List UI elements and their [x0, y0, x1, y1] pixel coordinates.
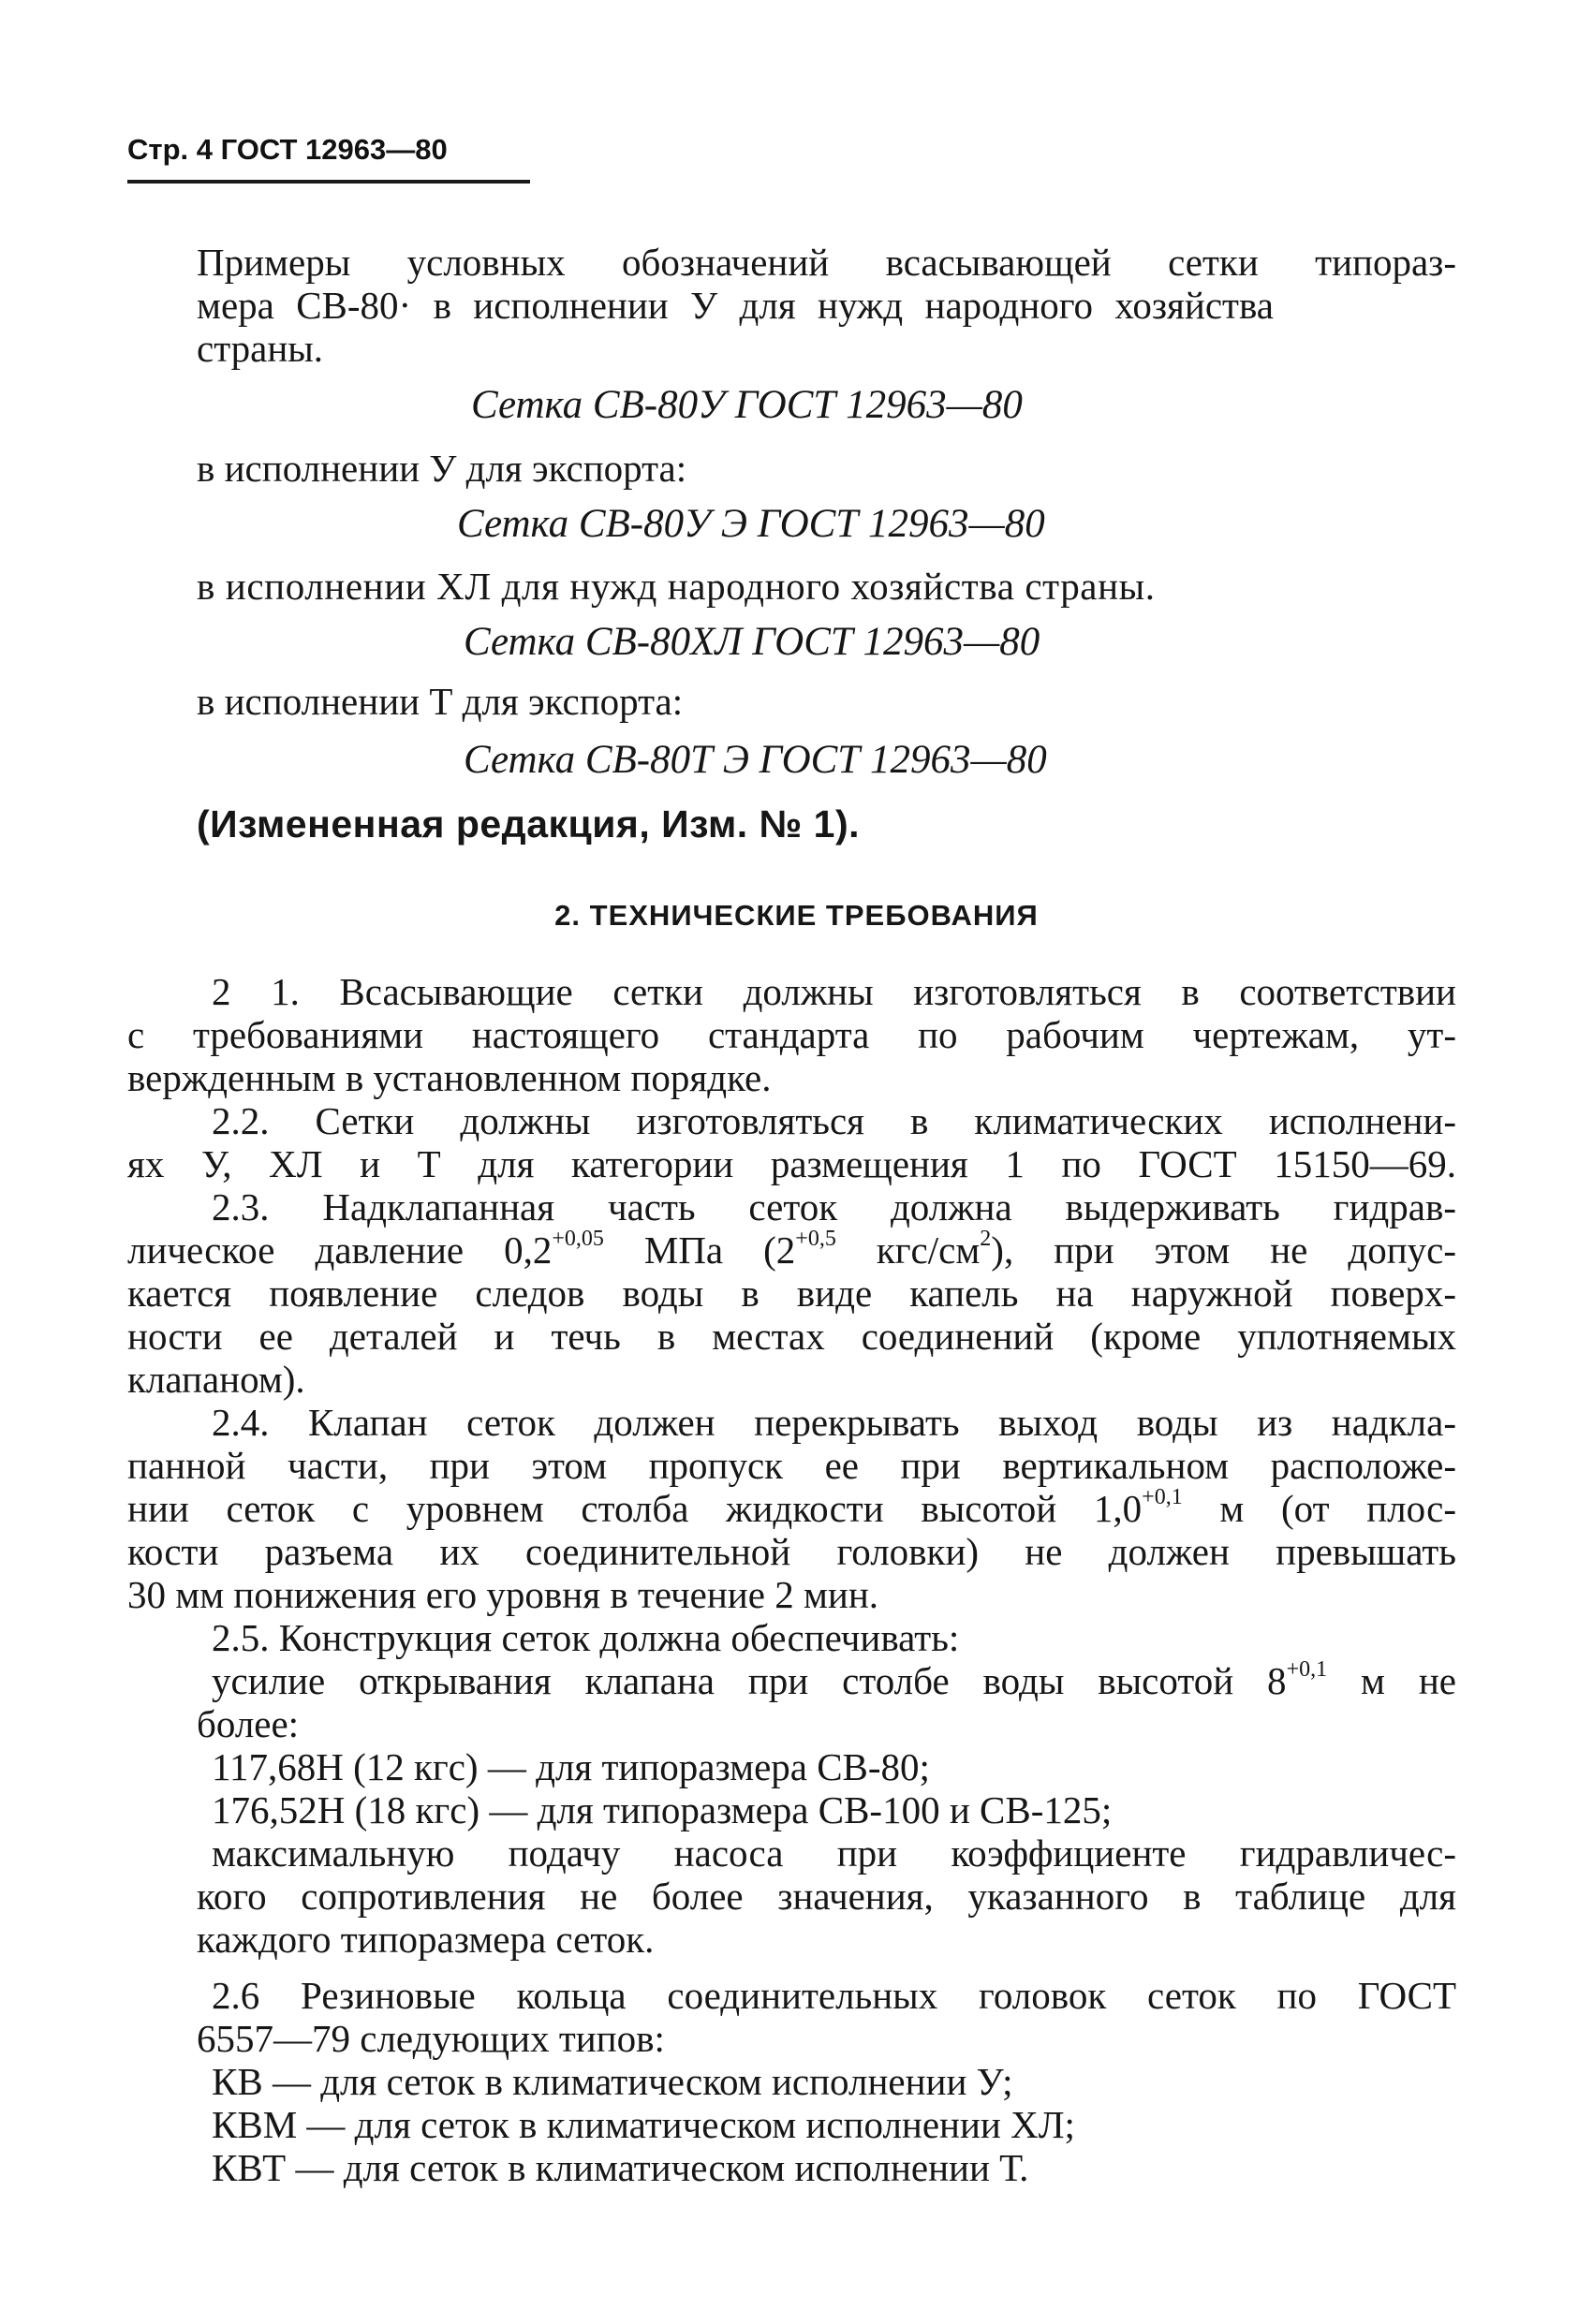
- text-run: лическое давление 0,2: [127, 1228, 553, 1272]
- text-line: максимальную подачу насоса при коэффициенте гидравличес-: [212, 1831, 1456, 1875]
- page-header: Стр. 4 ГОСТ 12963—80: [127, 133, 448, 166]
- superscript: 2: [980, 1227, 992, 1252]
- text-line: 2.2. Сетки должны изготовляться в климатических исполнени-: [212, 1099, 1456, 1142]
- text-line-with-superscript: [212, 1659, 1456, 1702]
- paragraph-2-5-tail: [197, 1875, 1456, 1961]
- text-line-with-superscripts: [127, 1228, 1456, 1272]
- superscript: +0,05: [552, 1227, 604, 1252]
- list-item: КВМ — для сеток в климатическом исполнении ХЛ;: [212, 2103, 1075, 2146]
- paragraph-2-5-cont: [197, 1702, 1456, 1745]
- text-line: 2.6 Резиновые кольца соединительных головок сеток по ГОСТ: [212, 1974, 1456, 2017]
- paragraph-2-5-items: [212, 1745, 1456, 1875]
- text-run: кгс/см: [835, 1228, 981, 1272]
- amendment-note: (Измененная редакция, Изм. № 1).: [197, 802, 861, 846]
- paragraph-2-2-cont: [127, 1142, 1456, 1185]
- text-line: 30 мм понижения его уровня в течение 2 мин.: [127, 1573, 879, 1616]
- text-line: панной части, при этом пропуск ее при вертикальном расположе-: [127, 1444, 1456, 1487]
- text-run: м не: [1327, 1659, 1456, 1702]
- example-caption: в исполнении ХЛ для нужд народного хозяйства страны.: [197, 565, 1156, 608]
- designation-example: Сетка СВ-80У Э ГОСТ 12963—80: [457, 502, 1045, 546]
- text-line: кается появление следов воды в виде капель на наружной поверх-: [127, 1272, 1456, 1315]
- example-caption: в исполнении Т для экспорта:: [197, 680, 684, 723]
- intro-paragraph-cont: [197, 284, 1274, 370]
- text-line: ях У, ХЛ и Т для категории размещения 1 по ГОСТ 15150—69.: [127, 1142, 1456, 1185]
- text-run: нии сеток с уровнем столба жидкости высотой 1,0: [127, 1487, 1143, 1530]
- text-line: более:: [197, 1702, 300, 1745]
- text-line: клапаном).: [127, 1358, 305, 1401]
- text-run: усилие открывания клапана при столбе воды высотой 8: [212, 1659, 1287, 1702]
- text-run: ), при этом не допус-: [991, 1228, 1456, 1272]
- list-item: КВТ — для сеток в климатическом исполнении Т.: [212, 2146, 1029, 2189]
- list-item: 117,68Н (12 кгс) — для типоразмера СВ-80;: [212, 1745, 930, 1788]
- designation-example: Сетка СВ-80У ГОСТ 12963—80: [471, 383, 1023, 427]
- intro-line: страны.: [197, 327, 324, 370]
- text-line-with-superscript: [127, 1487, 1456, 1530]
- text-line: 2.4. Клапан сеток должен перекрывать выход воды из надкла-: [212, 1401, 1456, 1444]
- header-rule: [127, 180, 530, 184]
- section-title: 2. ТЕХНИЧЕСКИЕ ТРЕБОВАНИЯ: [554, 899, 1039, 932]
- text-line: кости разъема их соединительной головки) не должен превышать: [127, 1530, 1456, 1573]
- list-item: КВ — для сеток в климатическом исполнении У;: [212, 2060, 1013, 2103]
- intro-line: мера СВ-80· в исполнении У для нужд народного хозяйства: [197, 284, 1274, 327]
- superscript: +0,5: [795, 1227, 836, 1252]
- list-item: 176,52Н (18 кгс) — для типоразмера СВ-100 и СВ-125;: [212, 1788, 1113, 1831]
- paragraph-2-3-cont: [127, 1228, 1456, 1401]
- paragraph-2-5: [212, 1616, 1456, 1702]
- paragraph-2-2: [212, 1099, 1456, 1142]
- paragraph-2-6-cont: [197, 2017, 1456, 2060]
- paragraph-2-1-cont: [127, 1013, 1456, 1099]
- superscript: +0,1: [1286, 1657, 1328, 1683]
- text-line: кого сопротивления не более значения, указанного в таблице для: [197, 1875, 1456, 1918]
- text-line: ности ее деталей и течь в местах соединений (кроме уплотняемых: [127, 1315, 1456, 1358]
- paragraph-2-4-cont: [127, 1444, 1456, 1616]
- intro-paragraph: [197, 241, 1456, 284]
- designation-example: Сетка СВ-80ХЛ ГОСТ 12963—80: [464, 620, 1040, 664]
- paragraph-2-6-items: [212, 2060, 1456, 2189]
- paragraph-2-3: [212, 1185, 1456, 1228]
- text-line: 2.3. Надклапанная часть сеток должна выдерживать гидрав-: [212, 1185, 1456, 1228]
- intro-line: Примеры условных обозначений всасывающей сетки типораз-: [197, 241, 1456, 284]
- superscript: +0,1: [1142, 1485, 1183, 1510]
- text-line: с требованиями настоящего стандарта по рабочим чертежам, ут-: [127, 1013, 1456, 1056]
- text-line: вержденным в установленном порядке.: [127, 1056, 772, 1099]
- example-caption: в исполнении У для экспорта:: [197, 447, 687, 490]
- text-line: 2.5. Конструкция сеток должна обеспечивать:: [212, 1616, 960, 1659]
- paragraph-2-1: [197, 970, 1456, 1013]
- text-line: 2 1. Всасывающие сетки должны изготовляться в соответствии: [212, 970, 1456, 1013]
- text-run: МПа (2: [603, 1228, 796, 1272]
- paragraph-2-6: [212, 1974, 1456, 2017]
- text-line: каждого типоразмера сеток.: [197, 1918, 655, 1961]
- text-run: м (от плос-: [1182, 1487, 1456, 1530]
- designation-example: Сетка СВ-80Т Э ГОСТ 12963—80: [464, 738, 1047, 782]
- text-line: 6557—79 следующих типов:: [197, 2017, 665, 2060]
- paragraph-2-4: [212, 1401, 1456, 1444]
